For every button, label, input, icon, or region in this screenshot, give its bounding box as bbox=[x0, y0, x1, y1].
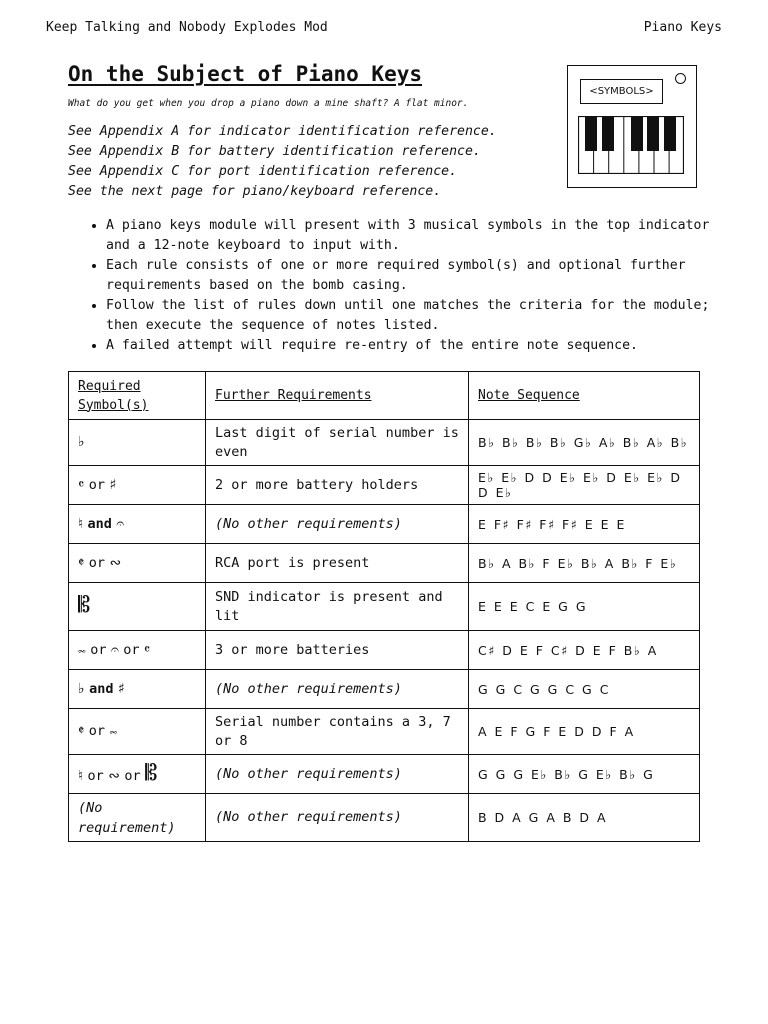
flat-icon: ♭ bbox=[78, 680, 85, 697]
note-sequence-cell: C♯ D E F C♯ D E F B♭ A bbox=[469, 631, 700, 670]
conjunction: or bbox=[88, 476, 105, 493]
mordent-icon: 𝆗 bbox=[78, 641, 86, 658]
requirement-cell: (No other requirements) bbox=[206, 755, 469, 794]
turn-icon: ∾ bbox=[109, 554, 122, 571]
requirement-cell: Last digit of serial number is even bbox=[206, 420, 469, 466]
table-row bbox=[69, 544, 700, 583]
note-sequence-cell: E E E C E G G bbox=[469, 583, 700, 631]
required-symbols-cell bbox=[69, 709, 206, 755]
flavor-text: What do you get when you drop a piano down a mine shaft? A flat minor. bbox=[68, 98, 469, 109]
conjunction: or bbox=[87, 767, 104, 784]
header-further-requirements: Further Requirements bbox=[206, 372, 469, 420]
conjunction: or bbox=[123, 641, 140, 658]
table-row bbox=[69, 583, 700, 631]
requirement-cell: 3 or more batteries bbox=[206, 631, 469, 670]
fermata-icon: 𝄐 bbox=[110, 641, 119, 658]
required-symbols-cell bbox=[69, 420, 206, 466]
turn-icon: ∾ bbox=[108, 767, 120, 784]
header-module-title: Piano Keys bbox=[643, 20, 722, 35]
conjunction: and bbox=[87, 515, 112, 532]
cut-time-icon: 𝄵 bbox=[78, 554, 85, 571]
required-symbols-cell bbox=[69, 544, 206, 583]
conjunction: or bbox=[90, 641, 107, 658]
required-symbols-cell bbox=[69, 583, 206, 631]
instructions-list bbox=[84, 216, 736, 356]
conjunction: or bbox=[88, 554, 105, 571]
rules-table bbox=[68, 371, 700, 842]
note-sequence-cell: E F♯ F♯ F♯ F♯ E E E bbox=[469, 505, 700, 544]
instruction-item: • Follow the list of rules down until one matches the criteria for the module; then execute the sequence of notes listed. bbox=[106, 296, 736, 336]
note-sequence-cell: A E F G F E D D F A bbox=[469, 709, 700, 755]
requirement-cell: (No other requirements) bbox=[206, 794, 469, 842]
header-module-name: Keep Talking and Nobody Explodes Mod bbox=[46, 20, 328, 35]
table-row bbox=[69, 420, 700, 466]
note-sequence-cell: G G G E♭ B♭ G E♭ B♭ G bbox=[469, 755, 700, 794]
natural-icon: ♮ bbox=[78, 515, 84, 532]
required-symbols-cell bbox=[69, 631, 206, 670]
conjunction: or bbox=[124, 767, 141, 784]
appendix-a-ref: See Appendix A for indicator identification reference. bbox=[68, 124, 497, 139]
required-symbols-cell bbox=[69, 466, 206, 505]
instruction-item: • A piano keys module will present with 3 musical symbols in the top indicator and a 12-note keyboard to input with. bbox=[106, 216, 736, 256]
table-row bbox=[69, 709, 700, 755]
table-row bbox=[69, 755, 700, 794]
sharp-icon: ♯ bbox=[117, 680, 125, 697]
note-sequence-cell: B♭ A B♭ F E♭ B♭ A B♭ F E♭ bbox=[469, 544, 700, 583]
common-time-icon: 𝄴 bbox=[143, 641, 151, 658]
appendix-b-ref: See Appendix B for battery identification reference. bbox=[68, 144, 481, 159]
sharp-icon: ♯ bbox=[109, 476, 117, 493]
requirement-cell: RCA port is present bbox=[206, 544, 469, 583]
appendix-c-ref: See Appendix C for port identification reference. bbox=[68, 164, 458, 179]
common-time-icon: 𝄴 bbox=[78, 476, 85, 493]
keyboard-ref: See the next page for piano/keyboard reference. bbox=[68, 184, 442, 199]
flat-icon: ♭ bbox=[78, 434, 85, 450]
instruction-item: • A failed attempt will require re-entry of the entire note sequence. bbox=[106, 336, 736, 356]
required-symbols-cell bbox=[69, 670, 206, 709]
page-title: On the Subject of Piano Keys bbox=[68, 62, 423, 86]
requirement-cell: Serial number contains a 3, 7 or 8 bbox=[206, 709, 469, 755]
table-row bbox=[69, 505, 700, 544]
table-row bbox=[69, 631, 700, 670]
header-required-symbols: Required Symbol(s) bbox=[69, 372, 206, 420]
required-symbols-cell bbox=[69, 755, 206, 794]
note-sequence-cell: E♭ E♭ D D E♭ E♭ D E♭ E♭ D D E♭ bbox=[469, 466, 700, 505]
table-row bbox=[69, 670, 700, 709]
cut-time-icon: 𝄵 bbox=[78, 723, 85, 739]
fermata-icon: 𝄐 bbox=[116, 515, 125, 532]
symbols-display: <SYMBOLS> bbox=[580, 79, 663, 104]
mordent-icon: 𝆗 bbox=[109, 723, 118, 739]
natural-icon: ♮ bbox=[78, 767, 84, 784]
note-sequence-cell: B D A G A B D A bbox=[469, 794, 700, 842]
module-diagram bbox=[567, 65, 697, 188]
conjunction: and bbox=[89, 680, 114, 697]
requirement-cell: 2 or more battery holders bbox=[206, 466, 469, 505]
table-header-row bbox=[69, 372, 700, 420]
note-sequence-cell: G G C G G C G C bbox=[469, 670, 700, 709]
table-row bbox=[69, 794, 700, 842]
requirement-cell: SND indicator is present and lit bbox=[206, 583, 469, 631]
requirement-cell: (No other requirements) bbox=[206, 670, 469, 709]
instruction-item: • Each rule consists of one or more required symbol(s) and optional further requirements based on the bomb casing. bbox=[106, 256, 736, 296]
appendix-references bbox=[68, 122, 538, 202]
status-led-icon bbox=[675, 73, 686, 84]
c-clef-icon: 𝄡 bbox=[145, 760, 158, 786]
piano-keyboard-icon bbox=[578, 116, 684, 174]
header-note-sequence: Note Sequence bbox=[469, 372, 700, 420]
note-sequence-cell: B♭ B♭ B♭ B♭ G♭ A♭ B♭ A♭ B♭ bbox=[469, 420, 700, 466]
conjunction: or bbox=[88, 723, 105, 739]
requirement-cell: (No other requirements) bbox=[206, 505, 469, 544]
required-symbols-cell: (No requirement) bbox=[69, 794, 206, 842]
c-clef-icon: 𝄡 bbox=[78, 593, 91, 618]
required-symbols-cell bbox=[69, 505, 206, 544]
table-row bbox=[69, 466, 700, 505]
